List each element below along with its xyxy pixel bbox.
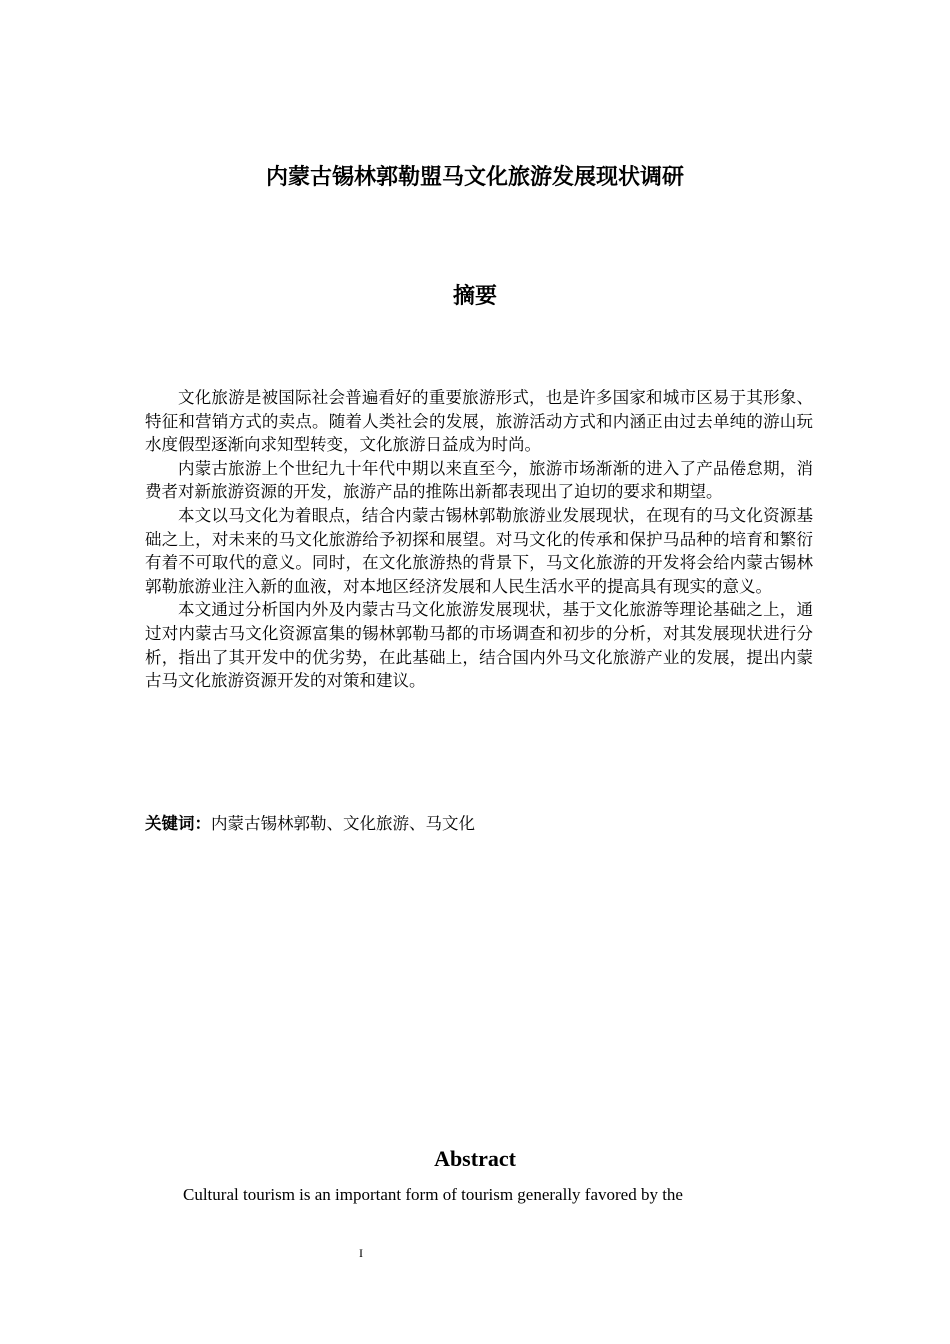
- page-number: I: [359, 1246, 363, 1260]
- abstract-paragraph-2: 内蒙古旅游上个世纪九十年代中期以来直至今，旅游市场渐渐的进入了产品倦怠期，消费者对新旅游资源的开发，旅游产品的推陈出新都表现出了迫切的要求和期望。: [145, 458, 813, 502]
- abstract-english-first-line: Cultural tourism is an important form of tourism generally favored by the: [183, 1185, 683, 1204]
- document-title: 内蒙古锡林郭勒盟马文化旅游发展现状调研: [265, 165, 684, 190]
- keywords-text: 内蒙古锡林郭勒、文化旅游、马文化: [211, 814, 475, 833]
- abstract-body: [145, 386, 813, 693]
- abstract-paragraph-4: 本文通过分析国内外及内蒙古马文化旅游发展现状，基于文化旅游等理论基础之上，通过对内蒙古马文化资源富集的锡林郭勒马都的市场调查和初步的分析，对其发展现状进行分析，指出了其开发中的优劣势，在此基础上，结合国内外马文化旅游产业的发展，提出内蒙古马文化旅游资源开发的对策和建议。: [145, 600, 813, 691]
- keywords-line: [145, 812, 813, 836]
- abstract-paragraph-1: 文化旅游是被国际社会普遍看好的重要旅游形式，也是许多国家和城市区易于其形象、特征和营销方式的卖点。随着人类社会的发展，旅游活动方式和内涵正由过去单纯的游山玩水度假型逐渐向求知型转变，文化旅游日益成为时尚。: [145, 388, 813, 455]
- abstract-paragraph-3: 本文以马文化为着眼点，结合内蒙古锡林郭勒旅游业发展现状，在现有的马文化资源基础之上，对未来的马文化旅游给予初探和展望。对马文化的传承和保护马品种的培育和繁衍有着不可取代的意义。同时，在文化旅游热的背景下，马文化旅游的开发将会给内蒙古锡林郭勒旅游业注入新的血液，对本地区经济发展和人民生活水平的提高具有现实的意义。: [145, 505, 813, 596]
- keywords-label: 关键词：: [145, 814, 211, 833]
- abstract-heading-english: Abstract: [434, 1146, 516, 1171]
- abstract-heading-chinese: 摘要: [452, 284, 497, 309]
